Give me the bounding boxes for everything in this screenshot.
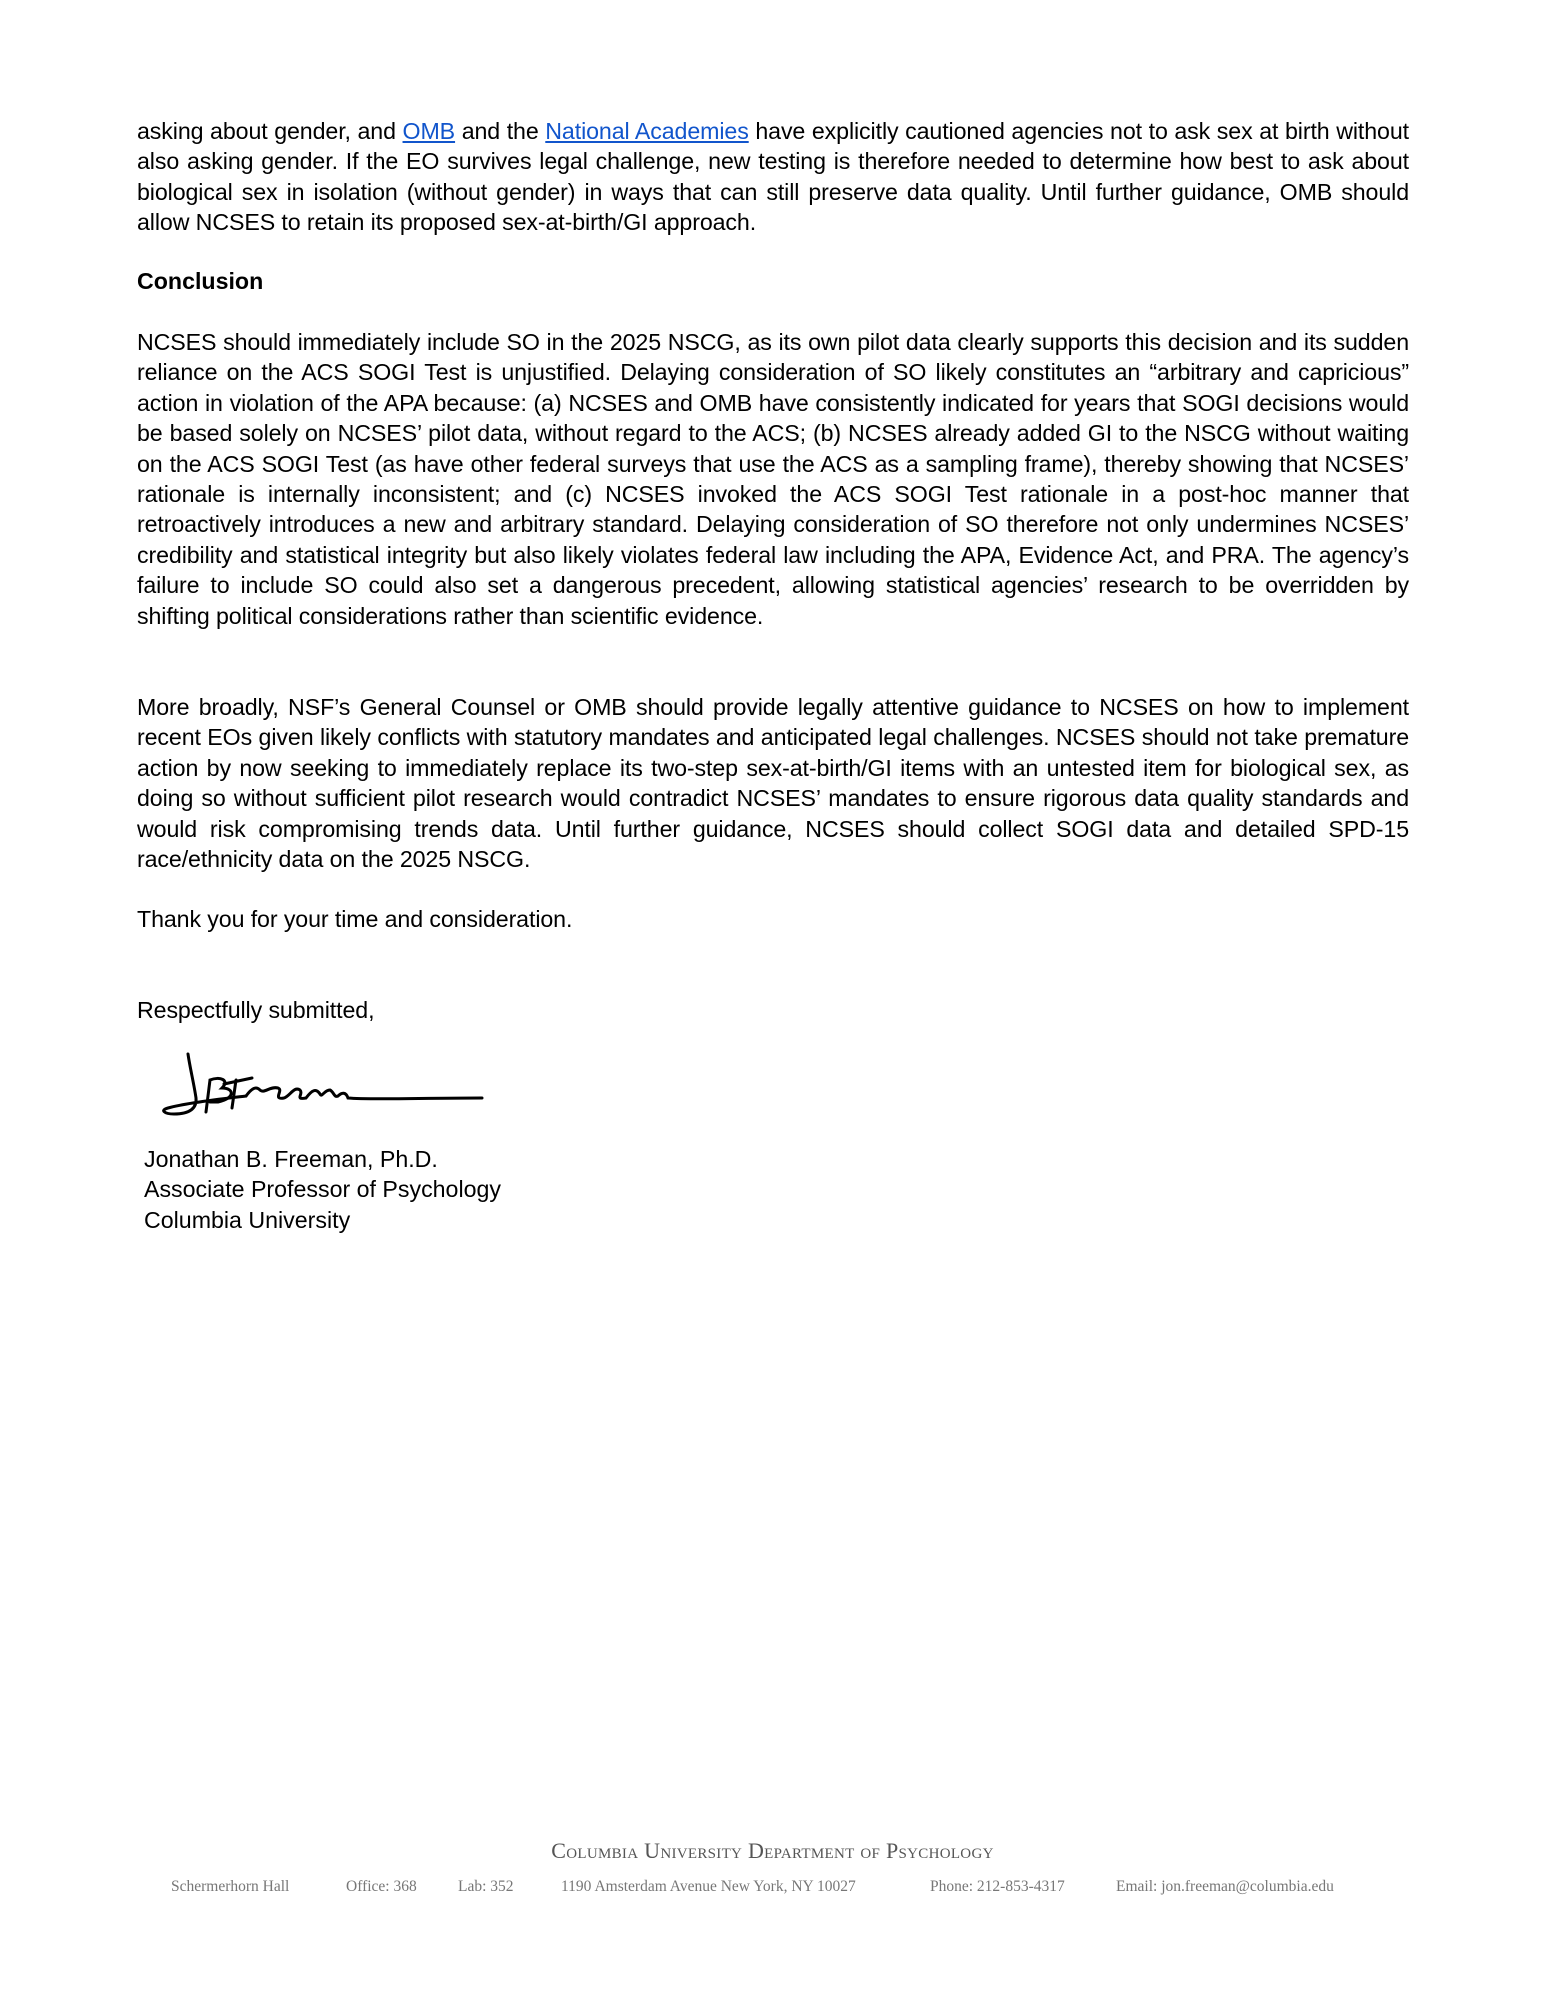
intro-text-1: asking about gender, and [137, 118, 403, 144]
signature-image [160, 1050, 490, 1122]
conclusion-paragraph-1 [137, 327, 1409, 631]
thanks-line: Thank you for your time and consideration. [137, 906, 573, 932]
footer-lab: Lab: 352 [458, 1878, 514, 1895]
intro-paragraph [137, 116, 1409, 238]
signer-title: Associate Professor of Psychology [144, 1176, 501, 1203]
footer-email[interactable]: Email: jon.freeman@columbia.edu [1116, 1878, 1334, 1895]
conclusion-paragraph-2 [137, 692, 1409, 874]
footer-department: Columbia University Department of Psychology [551, 1838, 994, 1863]
footer-address: 1190 Amsterdam Avenue New York, NY 10027 [561, 1878, 856, 1895]
omb-link[interactable]: OMB [402, 118, 456, 144]
footer-office: Office: 368 [346, 1878, 417, 1895]
national-academies-link[interactable]: National Academies [545, 118, 749, 144]
closing-line: Respectfully submitted, [137, 997, 375, 1023]
conclusion-text-2: More broadly, NSF’s General Counsel or OMB should provide legally attentive guidance to NCSES on how to implement recent EOs given likely conflicts with statutory mandates and anticipated legal challenges. NCSES should not take premature action by now seeking to immediately replace its two-step sex-at-birth/GI items with an untested item for biological sex, as doing so without sufficient pilot research would contradict NCSES’ mandates to ensure rigorous data quality standards and would risk compromising trends data. Until further guidance, NCSES should collect SOGI data and detailed SPD-15 race/ethnicity data on the 2025 NSCG. [137, 694, 1409, 873]
conclusion-text-1: NCSES should immediately include SO in the 2025 NSCG, as its own pilot data clearly supports this decision and its sudden reliance on the ACS SOGI Test is unjustified. Delaying consideration of SO likely constitutes an “arbitrary and capricious” action in violation of the APA because: (a) NCSES and OMB have consistently indicated for years that SOGI decisions would be based solely on NCSES’ pilot data, without regard to the ACS; (b) NCSES already added GI to the NSCG without waiting on the ACS SOGI Test (as have other federal surveys that use the ACS as a sampling frame), thereby showing that NCSES’ rationale is internally inconsistent; and (c) NCSES invoked the ACS SOGI Test rationale in a post-hoc manner that retroactively introduces a new and arbitrary standard. Delaying consideration of SO therefore not only undermines NCSES’ credibility and statistical integrity but also likely violates federal law including the APA, Evidence Act, and PRA. The agency’s failure to include SO could also set a dangerous precedent, allowing statistical agencies’ research to be overridden by shifting political considerations rather than scientific evidence. [137, 329, 1409, 629]
signer-block [144, 1144, 501, 1235]
intro-text-3: have explicitly cautioned agencies not to ask sex at birth without also asking gender. If the EO survives legal challenge, new testing is therefore needed to determine how best to ask about biological sex in isolation (without gender) in ways that can still preserve data quality. Until further guidance, OMB should allow NCSES to retain its proposed sex-at-birth/GI approach. [137, 118, 1409, 236]
signer-name: Jonathan B. Freeman, Ph.D. [144, 1146, 438, 1172]
intro-text-2: and the [455, 118, 546, 144]
conclusion-heading: Conclusion [137, 268, 264, 294]
signer-institution: Columbia University [144, 1206, 351, 1233]
footer-building: Schermerhorn Hall [171, 1878, 290, 1895]
footer-phone: Phone: 212-853-4317 [930, 1878, 1065, 1895]
